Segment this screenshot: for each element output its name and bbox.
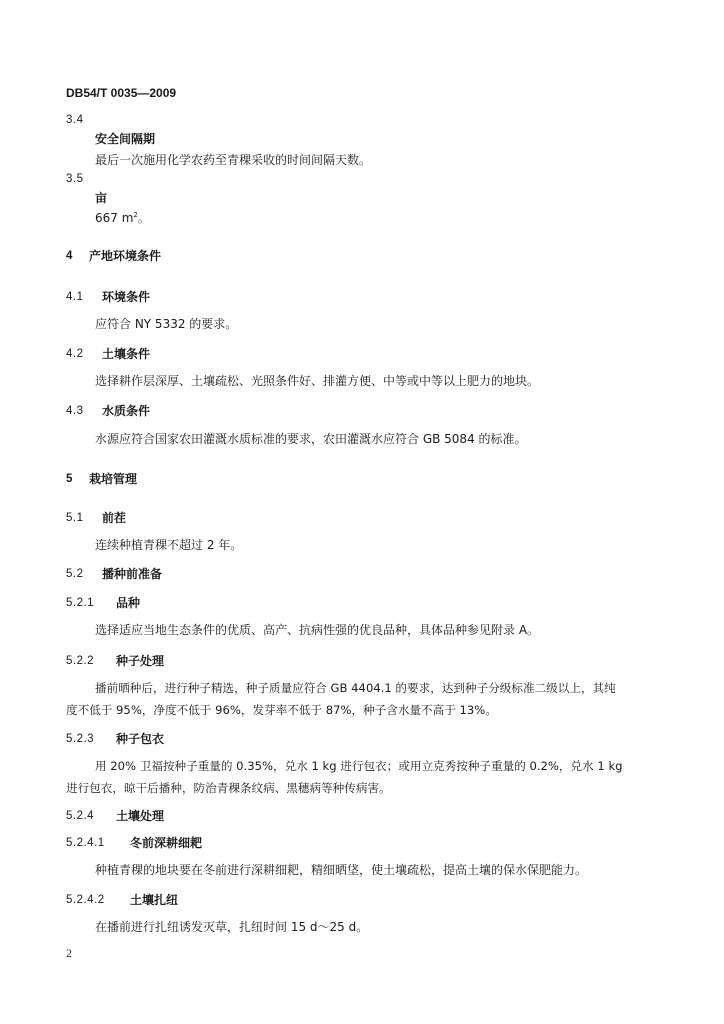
- clause-title: 前茬: [102, 511, 127, 525]
- page-number: 2: [66, 946, 72, 960]
- definition-end: 。: [137, 211, 150, 225]
- definition-value: 667 m: [95, 211, 134, 225]
- clause-number: 5.2.4: [66, 810, 95, 822]
- clause-title: 环境条件: [102, 290, 151, 304]
- term-definition: [95, 210, 150, 226]
- standard-code-header: DB54/T 0035—2009: [66, 86, 177, 100]
- clause-text-line: 用 20% 卫福按种子重量的 0.35%，兑水 1 kg 进行包衣；或用立克秀按种子重量的 0.2%，兑水 1 kg: [95, 759, 623, 773]
- clause-number: 5.2.1: [66, 597, 95, 609]
- clause-text-line: 度不低于 95%，净度不低于 96%，发芽率不低于 87%，种子含水量不高于 13%。: [66, 703, 497, 717]
- clause-title: 土壤扎纽: [130, 893, 179, 907]
- clause-text: 水源应符合国家农田灌溉水质标准的要求，农田灌溉水应符合 GB 5084 的标准。: [95, 432, 527, 446]
- clause-number: 3.5: [66, 173, 84, 185]
- clause-text: 种植青稞的地块要在冬前进行深耕细耙，精细晒垡，使土壤疏松，提高土壤的保水保肥能力。: [95, 863, 588, 877]
- term-title: 亩: [95, 191, 108, 205]
- clause-title: 土壤条件: [102, 347, 151, 361]
- clause-text: 应符合 NY 5332 的要求。: [95, 317, 238, 331]
- chapter-number: 4: [66, 250, 73, 262]
- clause-number: 4.2: [66, 348, 84, 360]
- clause-text-line: 播前晒种后，进行种子精选，种子质量应符合 GB 4404.1 的要求，达到种子分级标准二级以上，其纯: [95, 681, 616, 695]
- clause-text-line: 进行包衣，晾干后播种，防治青稞条纹病、黑穗病等种传病害。: [66, 781, 391, 795]
- term-definition: 最后一次施用化学农药至青稞采收的时间间隔天数。: [95, 153, 372, 167]
- clause-text: 选择适应当地生态条件的优质、高产、抗病性强的优良品种，具体品种参见附录 A。: [95, 623, 540, 637]
- clause-number: 3.4: [66, 114, 84, 126]
- clause-title: 水质条件: [102, 404, 151, 418]
- chapter-number: 5: [66, 473, 73, 485]
- term-title: 安全间隔期: [95, 132, 156, 146]
- clause-text: 连续种植青稞不超过 2 年。: [95, 538, 243, 552]
- clause-title: 冬前深耕细耙: [130, 836, 203, 850]
- clause-number: 4.1: [66, 291, 84, 303]
- clause-number: 5.1: [66, 512, 84, 524]
- chapter-title: 栽培管理: [89, 472, 138, 486]
- definition-superscript: 2: [133, 211, 138, 219]
- clause-number: 5.2: [66, 568, 84, 580]
- clause-number: 5.2.4.1: [66, 837, 105, 849]
- clause-number: 5.2.2: [66, 655, 95, 667]
- chapter-title: 产地环境条件: [89, 249, 162, 263]
- clause-number: 5.2.3: [66, 733, 95, 745]
- clause-number: 4.3: [66, 405, 84, 417]
- clause-text: 在播前进行扎纽诱发灭草，扎纽时间 15 d～25 d。: [95, 920, 369, 934]
- clause-title: 播种前准备: [102, 567, 163, 581]
- clause-title: 种子包衣: [116, 732, 165, 746]
- clause-title: 土壤处理: [116, 809, 165, 823]
- clause-title: 种子处理: [116, 654, 165, 668]
- clause-text: 选择耕作层深厚、土壤疏松、光照条件好、排灌方便、中等或中等以上肥力的地块。: [95, 374, 540, 388]
- clause-number: 5.2.4.2: [66, 894, 105, 906]
- clause-title: 品种: [116, 596, 141, 610]
